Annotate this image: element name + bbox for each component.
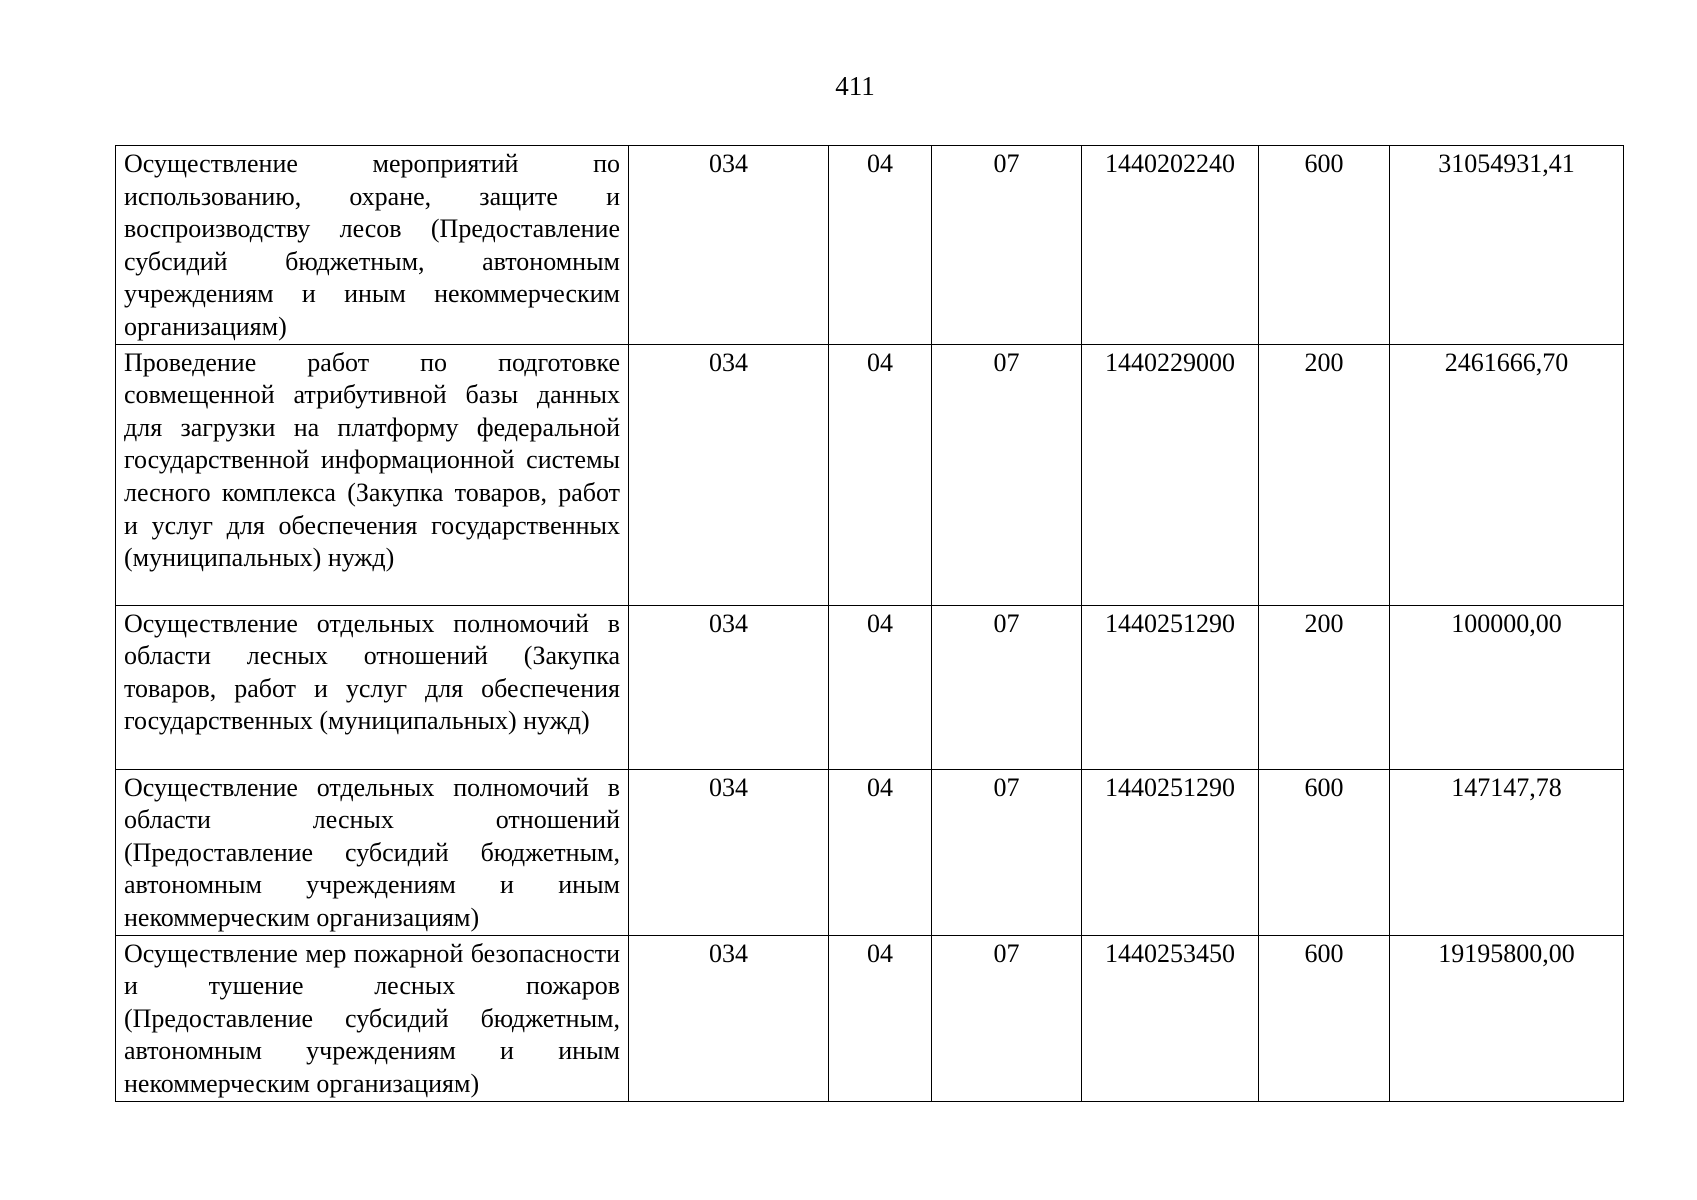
section-code: 04 [829,344,932,605]
ministry-code: 034 [629,605,829,769]
target-article-code: 1440202240 [1082,146,1259,345]
target-article-code: 1440251290 [1082,605,1259,769]
table-row [116,605,1624,769]
subsection-code: 07 [932,344,1082,605]
ministry-code: 034 [629,935,829,1101]
expense-type-code: 200 [1259,344,1390,605]
row-description: Осуществление мер пожарной безопасности и тушение лесных пожаров (Предоставление субсидий бюджетным, автономным учреждениям и иным некоммерческим организациям) [116,935,629,1101]
section-code: 04 [829,146,932,345]
budget-table [115,145,1624,1102]
row-description: Осуществление мероприятий по использованию, охране, защите и воспроизводству лесов (Предоставление субсидий бюджетным, автономным учреждениям и иным некоммерческим организациям) [116,146,629,345]
target-article-code: 1440253450 [1082,935,1259,1101]
table-row [116,769,1624,935]
target-article-code: 1440229000 [1082,344,1259,605]
ministry-code: 034 [629,344,829,605]
table-row [116,344,1624,605]
target-article-code: 1440251290 [1082,769,1259,935]
subsection-code: 07 [932,146,1082,345]
section-code: 04 [829,935,932,1101]
subsection-code: 07 [932,769,1082,935]
expense-type-code: 600 [1259,146,1390,345]
ministry-code: 034 [629,769,829,935]
page-number: 411 [835,71,875,101]
amount-value: 31054931,41 [1390,146,1624,345]
expense-type-code: 200 [1259,605,1390,769]
expense-type-code: 600 [1259,935,1390,1101]
amount-value: 100000,00 [1390,605,1624,769]
subsection-code: 07 [932,935,1082,1101]
amount-value: 2461666,70 [1390,344,1624,605]
amount-value: 19195800,00 [1390,935,1624,1101]
table-row [116,146,1624,345]
section-code: 04 [829,769,932,935]
row-description: Осуществление отдельных полномочий в области лесных отношений (Предоставление субсидий бюджетным, автономным учреждениям и иным некоммерческим организациям) [116,769,629,935]
table-row [116,935,1624,1101]
amount-value: 147147,78 [1390,769,1624,935]
expense-type-code: 600 [1259,769,1390,935]
row-description: Проведение работ по подготовке совмещенной атрибутивной базы данных для загрузки на платформу федеральной государственной информационной системы лесного комплекса (Закупка товаров, работ и услуг для обеспечения государственных (муниципальных) нужд) [116,344,629,605]
subsection-code: 07 [932,605,1082,769]
ministry-code: 034 [629,146,829,345]
row-description: Осуществление отдельных полномочий в области лесных отношений (Закупка товаров, работ и услуг для обеспечения государственных (муниципальных) нужд) [116,605,629,769]
section-code: 04 [829,605,932,769]
